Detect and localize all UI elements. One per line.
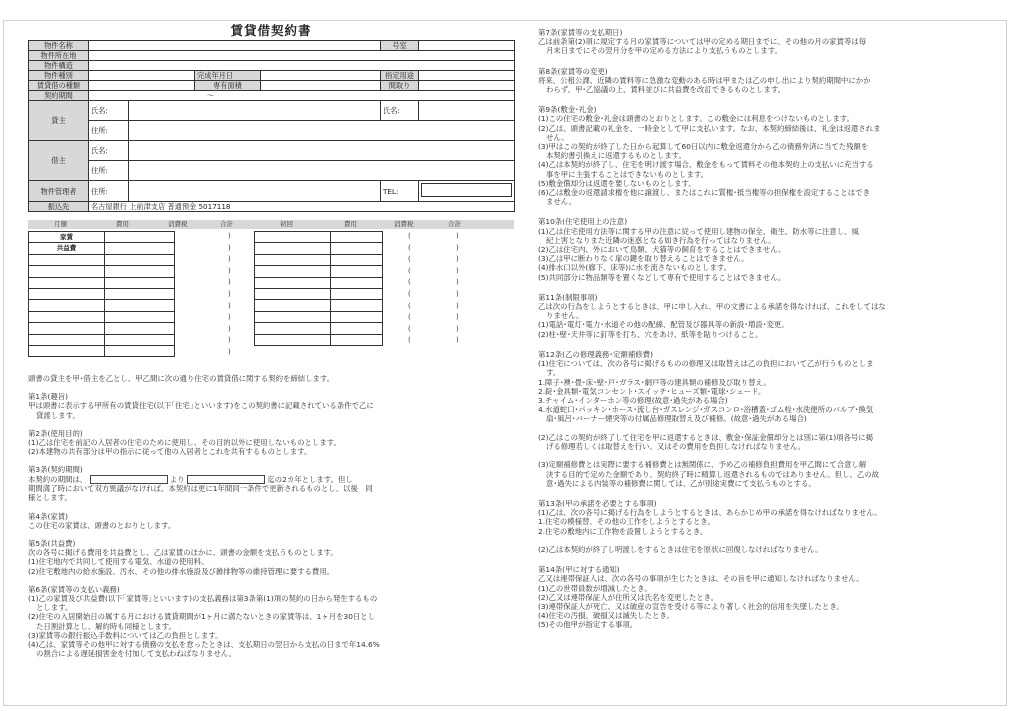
lessor-address-label: 住所: [89, 121, 129, 141]
paren-open: ( [408, 255, 411, 264]
article-line: (2)住宅の入居開始日の属する月における賃貸期間が1ヶ月に満たないときの家賃等は、1ヶ月を30日とし [28, 612, 376, 622]
article-line: (5)その他甲が指定する事項。 [538, 620, 638, 630]
article-line [538, 424, 968, 433]
article-title: 第14条(甲に対する通知) [538, 565, 620, 575]
right-column [538, 28, 968, 630]
tel-label: TEL: [381, 181, 419, 202]
article-line: (1)電話･電灯･電力･水道その他の配線、配管及び器具等の新設･増設･変更。 [538, 320, 789, 330]
lessor-name-label: 氏名: [89, 101, 129, 121]
article-line: 3.チャイム･インターホン等の修理(故意･過失がある場合) [538, 395, 728, 405]
lessee-address-label: 住所: [89, 161, 129, 181]
transfer-value: 名古屋銀行 上前津支店 普通預金 5017118 [89, 202, 515, 212]
article-line: (3)定額補修費とは実際に要する補修費とは無関係に、予め乙の補修負担費用を甲乙間にて合意し解 [538, 460, 867, 470]
article-title: 第7条(家賃等の支払期日) [538, 28, 623, 37]
ledger-fee: 費用 [116, 220, 129, 228]
intro-text: 頭書の貸主を甲･借主を乙とし、甲乙間に次の通り住宅の賃貸借に関する契約を締結します。 [28, 374, 335, 383]
article-line [538, 536, 968, 545]
article-line: (2)乙又は連帯保証人が住所又は氏名を変更したとき。 [538, 592, 719, 602]
article-line: (1)住宅地内で共同して使用する電気、水道の使用料。 [28, 557, 209, 567]
paren-close: ) [456, 266, 459, 275]
article-line: 月末日までにその翌月分を甲の定める方法により支払うものとします。 [546, 46, 782, 56]
article-section [28, 429, 514, 457]
paren-close: ) [228, 348, 231, 356]
article-title: 第1条(趣旨) [28, 392, 69, 402]
common-fee-label: 共益費 [29, 243, 105, 254]
article-line: 2.錠･金具類･電気コンセント･スイッチ･ヒューズ類･電球･シェード。 [538, 386, 766, 396]
transfer-label: 振込先 [29, 202, 89, 212]
article-3-title: 第3条(契約期間) [28, 465, 83, 475]
article-3-line-2: 期間満了時において双方異議がなければ、本契約は更に1年間同一条件で更新されるものとし、以後 同 [28, 484, 373, 494]
lease-type-label: 賃貸借の種類 [29, 81, 89, 91]
article-line: 事を甲に主張することはできないものとします。 [546, 169, 709, 179]
article-line: (2)乙はこの契約が終了して住宅を甲に返還するときは、敷金･保証金償却分とは別に第(1)項各号に掲 [538, 432, 874, 442]
left-column [28, 22, 514, 658]
article-3-line-1 [28, 475, 514, 485]
article-section [538, 105, 968, 206]
article-line: (2)乙は、頭書記載の礼金を、一時金として甲に支払います。なお、本契約締結後は、礼金は返還されま [538, 123, 881, 133]
article-line: (5)共同部分に物品類等を置くなどして専有で使用することはできません。 [538, 272, 786, 282]
left-sections [28, 392, 514, 456]
paren-open: ( [408, 313, 411, 322]
contract-body-left [28, 374, 514, 658]
property-name-label: 物件名称 [29, 41, 89, 51]
article-title: 第9条(敷金･礼金) [538, 105, 597, 115]
article-line: (1)住宅については、次の各号に掲げるものの修理又は取替えは乙の負担において乙が行うものとしま [538, 359, 874, 369]
property-type-label: 物件種別 [29, 71, 89, 81]
article-line: 将来、公租公課、近隣の賃料等に急激な変動のある時は甲または乙の申し出により契約期間中にかか [538, 75, 871, 85]
article-line: 本契約書引換えに返還するものとします。 [546, 151, 686, 161]
article-line: 紀上害となりまた近隣の迷惑となる如き行為を行ってはなりません。 [546, 235, 776, 245]
paren-close: ) [228, 266, 231, 275]
article-line: (1)この住宅の敷金･礼金は頭書のとおりとします。この敷金には利息をつけないものとします。 [538, 114, 855, 124]
paren-close: ) [456, 290, 459, 298]
paren-close: ) [228, 232, 231, 240]
article-line: 乙は前条第(2)項に規定する月の家賃等については甲の定める期日までに、その他の月の家賃等は毎 [538, 37, 867, 47]
article-3 [28, 465, 514, 502]
article-line: す。 [546, 368, 561, 378]
lessee-label: 借主 [29, 141, 89, 181]
paren-open: ( [408, 266, 411, 275]
article-line: た日割計算とし、解約時も同様とします。 [36, 621, 176, 631]
paren-open: ( [408, 290, 411, 298]
article-line: (4)乙は本契約が終了し、住宅を明け渡す場合、敷金をもって賃料その他本契約上の支払いに充当する [538, 160, 874, 170]
paren-close: ) [228, 290, 231, 298]
paren-open: ( [408, 301, 411, 310]
article-line: 1.障子･襖･畳･床･壁･戸･ガラス･網戸等の建具類の補修及び取り替え。 [538, 377, 771, 387]
article-line: (2)住宅敷地内の給水施設、汚水、その他の排水施設及び雑排物等の維持管理に要する費用。 [28, 566, 335, 576]
article-line: 乙は次の行為をしようとするときは、甲に申し入れ、甲の文書による承諾を得なければ、これをしてはな [538, 302, 886, 312]
article-title: 第13条(甲の承諾を必要とする事項) [538, 498, 657, 508]
property-address-label: 物件所在地 [29, 51, 89, 61]
article-section [538, 217, 968, 281]
article-section [538, 565, 968, 629]
paren-open: ( [408, 243, 411, 252]
article-section [28, 392, 514, 420]
paren-close: ) [228, 313, 231, 322]
built-date-label: 完成年月日 [195, 71, 261, 81]
article-line [538, 451, 968, 460]
paren-open: ( [408, 336, 411, 345]
room-number-label: 号室 [381, 41, 419, 51]
paren-close: ) [456, 243, 459, 252]
article-line: (3)乙は甲に断わりなく扉の鍵を取り替えることはできません。 [538, 254, 749, 264]
paren-close: ) [456, 301, 459, 310]
article-line: (1)乙は住宅を前記の入居者の住宅のために使用し、その目的以外に使用しないものとします。 [28, 438, 341, 448]
lessor-label: 貸主 [29, 101, 89, 141]
article-line: (3)家賃等の銀行振込手数料については乙の負担とします。 [28, 630, 223, 640]
lessee-name-label: 氏名: [89, 141, 129, 161]
paren-close: ) [228, 324, 231, 333]
paren-close: ) [456, 232, 459, 240]
article-line: (3)甲はこの契約が終了した日から起算して60日以内に敷金返還分から乙の債務弁済に当てた残額を [538, 142, 869, 152]
area-label: 専有面積 [195, 81, 261, 91]
article-title: 第10条(住宅使用上の注意) [538, 217, 628, 227]
article-title: 第8条(家賃等の変更) [538, 66, 608, 76]
article-section [538, 28, 968, 56]
article-line: (2)乙は住宅内、外において鳥類、犬猫等の飼育をすることはできません。 [538, 245, 786, 255]
article-line: (2)乙は本契約が終了し明渡しをするときは住宅を原状に回復しなければなりません。 [538, 544, 823, 554]
article-title: 第6条(家賃等の支払い義務) [28, 584, 120, 594]
article-section [28, 585, 514, 659]
article-line: 意･過失による内装等の補修費に関しては、乙が別途実費にて支払うものとする。 [546, 478, 816, 488]
paren-close: ) [228, 255, 231, 264]
article-line: (4)住宅の汚損、破損又は滅失したとき。 [538, 611, 674, 621]
article-3-text-a: 本契約の期間は、 [28, 474, 88, 484]
end-date-field[interactable] [187, 475, 265, 484]
article-section [538, 350, 968, 488]
article-section [538, 293, 968, 339]
article-title: 第12条(乙の修理義務･定額補修費) [538, 349, 653, 359]
article-line: とします。 [36, 603, 73, 613]
paren-open: ( [408, 324, 411, 333]
article-line: 貸渡します。 [36, 410, 80, 420]
structure-label: 物件構造 [29, 61, 89, 71]
article-line: この住宅の家賃は、頭書のとおりとします。 [28, 520, 176, 530]
article-line: (5)敷金償却分は返還を要しないものとします。 [538, 178, 696, 188]
paren-open: ( [408, 232, 411, 240]
paren-close: ) [456, 255, 459, 264]
article-line: 次の各号に掲げる費用を共益費とし、乙は家賃のほかに、頭書の金額を支払うものとします。 [28, 548, 338, 558]
paren-close: ) [456, 324, 459, 333]
period-label: 契約期間 [29, 91, 89, 101]
article-section [28, 512, 514, 530]
article-line: (1)乙は住宅使用方法等に関する甲の注意に従って使用し建物の保全、衛生、防水等に注意し、風 [538, 226, 859, 236]
paren-close: ) [228, 336, 231, 345]
article-line: ません。 [546, 197, 577, 207]
ledger-header [28, 220, 514, 229]
article-line: (1)乙の世帯員数が増減したとき。 [538, 583, 652, 593]
article-line: げる修理若しくは取替えを行い、又はその費用を負担しなければなりません。 [546, 441, 806, 451]
ledger-tax-2: 消費税 [394, 220, 414, 228]
manager-label: 物件管理者 [29, 181, 89, 202]
left-sections-2 [28, 512, 514, 659]
article-line: (4)排水口以外(廊下、床等)に水を流さないものとします。 [538, 263, 732, 273]
article-title: 第4条(家賃) [28, 511, 69, 521]
article-line: (2)本建物の共有部分は甲の指示に従って他の入居者とこれを共有するものとします。 [28, 447, 312, 457]
article-line: 2.住宅の敷地内に工作物を設置しようとするとき。 [538, 526, 708, 536]
paren-close: ) [456, 278, 459, 287]
ledger-table-monthly [28, 231, 175, 357]
layout-label: 間取り [381, 81, 419, 91]
article-line: わらず、甲･乙協議の上、賃料並びに共益費を改訂できるものとします。 [546, 85, 786, 95]
paren-close: ) [456, 313, 459, 322]
article-line: 甲は頭書に表示する甲所有の賃貸住宅(以下｢住宅｣といいます)をこの契約書に記載されている条件で乙に [28, 401, 374, 411]
article-line: りません。 [546, 311, 584, 321]
paren-close: ) [228, 278, 231, 287]
article-section [538, 499, 968, 554]
article-line: 扇･風呂･バーナー煙突等の付属品修理取替え及び補修。(故意･過失がある場合) [546, 414, 807, 424]
property-info-table [28, 40, 515, 212]
article-section [28, 539, 514, 576]
fee-ledger [28, 220, 514, 370]
article-section [538, 67, 968, 95]
ledger-table-initial [254, 231, 383, 346]
article-line: (2)柱･壁･天井等に釘等を打ち、穴をあけ、紙等を貼りつけること。 [538, 329, 763, 339]
ledger-tax: 消費税 [168, 220, 188, 228]
article-3-text-c: 迄の2カ年とします。但し [267, 474, 353, 484]
ledger-total: 合計 [220, 220, 233, 228]
ledger-total-2: 合計 [448, 220, 461, 228]
usage-label: 指定用途 [381, 71, 419, 81]
article-line: 決する目的で定めた金額であり、契約終了時に精算し返還されるものではありません。但し、乙の故 [546, 469, 880, 479]
document-title: 賃貸借契約書 [230, 23, 312, 38]
ledger-monthly: 月額 [54, 220, 67, 228]
paren-close: ) [456, 336, 459, 345]
article-line: せん。 [546, 132, 569, 142]
article-title: 第2条(使用目的) [28, 428, 83, 438]
lessor-name-label-2: 氏名: [381, 101, 419, 121]
period-tilde: 〜 [89, 91, 515, 101]
article-line: (1)乙の家賃及び共益費(以下｢家賃等｣といいます)の支払義務は第3条第(1)項の契約の日から発生するもの [28, 593, 378, 603]
paren-close: ) [228, 301, 231, 310]
article-line: (4)乙は、家賃等その他甲に対する債務の支払を怠ったときは、支払期日の翌日から支払の日まで年14.6% [28, 639, 380, 649]
article-title: 第5条(共益費) [28, 538, 76, 548]
ledger-initial: 初回 [280, 220, 293, 228]
paren-open: ( [408, 278, 411, 287]
rent-label: 家賃 [29, 232, 105, 243]
ledger-fee-2: 費用 [344, 220, 357, 228]
article-line: 1.住宅の模様替、その他の工作をしようとするとき。 [538, 517, 715, 527]
tel-box [421, 183, 512, 197]
paren-close: ) [228, 243, 231, 252]
start-date-field[interactable] [90, 475, 168, 484]
manager-address-label: 住所: [89, 181, 129, 202]
article-line: 4.水道蛇口･パッキン･ホース･流し台･ガスレンジ･ガスコンロ･浴槽蓋･ゴム栓･水洗便所のバルブ･換気 [538, 405, 874, 415]
article-line: 乙又は連帯保証人は、次の各号の事項が生じたときは、その旨を甲に通知しなければなりません。 [538, 574, 864, 584]
article-3-line-3: 様とします。 [28, 493, 72, 503]
article-title: 第11条(制限事項) [538, 292, 598, 302]
article-line: の割合による遅延損害金を付加して支払わねばなりません。 [36, 649, 236, 659]
article-line: (1)乙は、次の各号に掲げる行為をしようとするときは、あらかじめ甲の承諾を得なければなりません。 [538, 508, 882, 518]
right-sections [538, 28, 968, 630]
article-line: (3)連帯保証人が死亡、又は破産の宣告を受ける等により著しく社会的信用を失墜したとき。 [538, 601, 844, 611]
article-3-text-b: より [169, 474, 185, 484]
article-line: (6)乙は敷金の返還請求権を他に譲渡し、またはこれに質権･抵当権等の担保権を設定することはでき [538, 188, 870, 198]
